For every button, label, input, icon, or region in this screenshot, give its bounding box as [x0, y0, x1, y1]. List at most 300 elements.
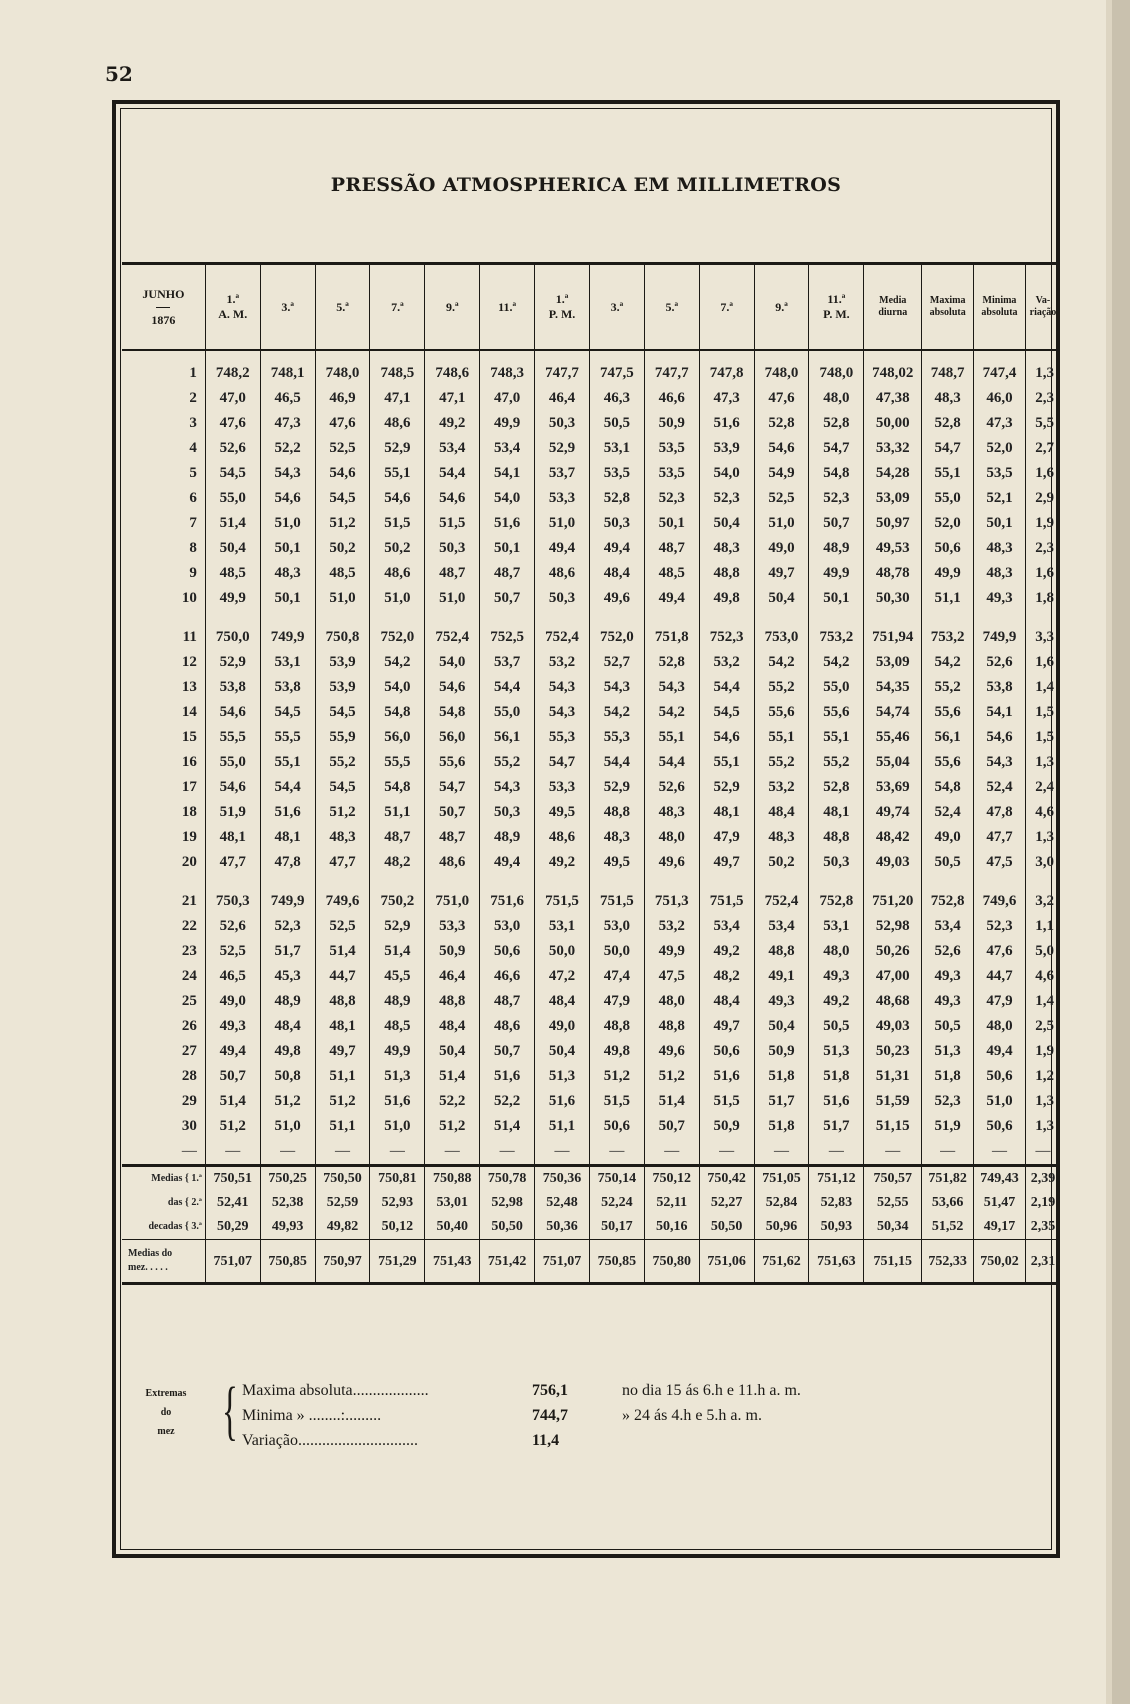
table-cell: 51,5 [699, 1089, 754, 1114]
table-cell: 55,0 [205, 486, 260, 511]
table-cell: 748,0 [809, 350, 864, 386]
table-cell: 51,4 [644, 1089, 699, 1114]
page-edge [1112, 0, 1130, 1704]
table-cell: 50,5 [589, 411, 644, 436]
row-label: 23 [181, 943, 197, 959]
row-label: 7 [189, 515, 197, 531]
row-label: 3 [189, 415, 197, 431]
table-cell: 749,9 [974, 625, 1026, 650]
table-cell: 54,6 [260, 486, 315, 511]
table-cell: 52,3 [260, 914, 315, 939]
table-cell: 54,5 [315, 486, 370, 511]
table-cell: 50,4 [205, 536, 260, 561]
table-cell: 51,6 [260, 800, 315, 825]
table-cell: 49,17 [974, 1215, 1026, 1240]
table-cell: 51,9 [922, 1114, 974, 1139]
table-cell: 48,3 [699, 536, 754, 561]
table-cell: 52,6 [205, 914, 260, 939]
table-cell: 51,0 [315, 586, 370, 611]
table-cell: 54,74 [864, 700, 922, 725]
dash-cell: — [480, 1139, 535, 1166]
table-cell: 55,0 [205, 750, 260, 775]
table-cell: 54,4 [425, 461, 480, 486]
table-cell: 50,6 [922, 536, 974, 561]
table-cell: 49,9 [922, 561, 974, 586]
table-cell: 49,9 [480, 411, 535, 436]
table-cell: 49,7 [699, 1014, 754, 1039]
table-cell: 48,0 [644, 825, 699, 850]
table-cell: 51,2 [315, 1089, 370, 1114]
table-cell: 51,3 [922, 1039, 974, 1064]
table-cell: 54,6 [425, 486, 480, 511]
col-header-5pm: 5.ª [644, 264, 699, 351]
table-cell: 48,9 [260, 989, 315, 1014]
table-row [122, 1064, 1060, 1089]
table-cell: 48,7 [425, 825, 480, 850]
table-cell: 50,17 [589, 1215, 644, 1240]
table-cell: 54,7 [535, 750, 590, 775]
table-cell: 749,6 [315, 889, 370, 914]
table-cell: 50,29 [205, 1215, 260, 1240]
table-cell: 53,01 [425, 1191, 480, 1215]
table-cell: 54,8 [922, 775, 974, 800]
table-cell: 1,3 [1025, 1114, 1060, 1139]
table-cell: 748,2 [205, 350, 260, 386]
table-cell: 54,3 [480, 775, 535, 800]
table-cell: 753,2 [922, 625, 974, 650]
table-cell: 750,97 [315, 1240, 370, 1284]
table-cell: 52,3 [699, 486, 754, 511]
table-cell: 50,3 [535, 586, 590, 611]
table-cell: 49,0 [754, 536, 809, 561]
table-cell: 51,7 [809, 1114, 864, 1139]
table-cell: 47,3 [699, 386, 754, 411]
table-cell: 54,5 [699, 700, 754, 725]
table-cell: 54,3 [644, 675, 699, 700]
table-cell: 48,6 [535, 825, 590, 850]
table-cell: 54,3 [589, 675, 644, 700]
table-cell: 52,6 [644, 775, 699, 800]
table-cell: 1,2 [1025, 1064, 1060, 1089]
table-cell: 49,3 [754, 989, 809, 1014]
table-cell: 750,8 [315, 625, 370, 650]
table-cell: 49,8 [589, 1039, 644, 1064]
table-cell: 52,5 [315, 914, 370, 939]
table-cell: 53,9 [315, 650, 370, 675]
table-cell: 54,3 [260, 461, 315, 486]
table-cell: 49,9 [205, 586, 260, 611]
table-cell: 48,68 [864, 989, 922, 1014]
table-cell: 55,9 [315, 725, 370, 750]
table-cell: 51,6 [535, 1089, 590, 1114]
table-cell: 51,6 [480, 1064, 535, 1089]
table-cell: 48,5 [370, 1014, 425, 1039]
table-cell: 50,7 [644, 1114, 699, 1139]
table-cell: 51,7 [754, 1089, 809, 1114]
table-row [122, 825, 1060, 850]
dash-cell: — [699, 1139, 754, 1166]
extremes-brace: { [222, 1374, 238, 1447]
table-cell: 51,0 [974, 1089, 1026, 1114]
decade-group-label: das [167, 1197, 183, 1208]
table-cell: 49,4 [205, 1039, 260, 1064]
decade-group-label: decadas [148, 1221, 183, 1232]
table-cell: 53,5 [644, 436, 699, 461]
dash-row [122, 1139, 1060, 1166]
table-row [122, 650, 1060, 675]
dash-cell: — [809, 1139, 864, 1166]
table-cell: 48,0 [644, 989, 699, 1014]
table-row [122, 989, 1060, 1014]
table-cell: 53,0 [480, 914, 535, 939]
table-cell: 50,8 [260, 1064, 315, 1089]
table-cell: 48,8 [754, 939, 809, 964]
year-label: 1876 [151, 312, 176, 327]
row-label: 21 [181, 893, 197, 909]
table-cell: 49,82 [315, 1215, 370, 1240]
table-cell: 54,7 [809, 436, 864, 461]
table-cell: 47,6 [205, 411, 260, 436]
table-cell: 52,8 [809, 775, 864, 800]
table-cell: 51,2 [589, 1064, 644, 1089]
table-cell: 50,7 [205, 1064, 260, 1089]
table-cell: 750,78 [480, 1166, 535, 1192]
table-cell: 50,1 [260, 536, 315, 561]
table-cell: 48,0 [809, 386, 864, 411]
table-cell: 52,8 [644, 650, 699, 675]
table-cell: 53,7 [535, 461, 590, 486]
table-cell: 54,28 [864, 461, 922, 486]
table-cell: 750,57 [864, 1166, 922, 1192]
table-cell: 48,4 [699, 989, 754, 1014]
table-cell: 751,62 [754, 1240, 809, 1284]
table-cell: 53,3 [535, 775, 590, 800]
table-cell: 53,7 [480, 650, 535, 675]
table-cell: 53,3 [535, 486, 590, 511]
table-cell: 54,5 [315, 700, 370, 725]
dash-cell: — [535, 1139, 590, 1166]
decade-number: 1.ª [191, 1173, 202, 1184]
col-header-variacao: Va- riação [1025, 264, 1060, 351]
table-cell: 50,4 [699, 511, 754, 536]
table-cell: 49,74 [864, 800, 922, 825]
table-cell: 48,8 [589, 1014, 644, 1039]
table-cell: 48,1 [699, 800, 754, 825]
table-cell: 49,6 [589, 586, 644, 611]
table-cell: 48,7 [425, 561, 480, 586]
table-cell: 51,0 [535, 511, 590, 536]
table-cell: 55,0 [480, 700, 535, 725]
table-cell: 747,7 [644, 350, 699, 386]
table-cell: 48,1 [205, 825, 260, 850]
table-cell: 53,32 [864, 436, 922, 461]
month-rule [156, 307, 170, 308]
decade-mean-row [122, 1215, 1060, 1240]
table-cell: 750,85 [589, 1240, 644, 1284]
table-cell: 52,41 [205, 1191, 260, 1215]
table-cell: 2,5 [1025, 1014, 1060, 1039]
table-cell: 50,3 [589, 511, 644, 536]
table-cell: 54,3 [535, 700, 590, 725]
table-cell: 48,8 [699, 561, 754, 586]
dash-cell: — [754, 1139, 809, 1166]
table-cell: 55,46 [864, 725, 922, 750]
table-cell: 47,7 [315, 850, 370, 875]
table-cell: 52,48 [535, 1191, 590, 1215]
table-cell: 49,4 [535, 536, 590, 561]
row-label: 20 [181, 854, 197, 870]
table-cell: 51,15 [864, 1114, 922, 1139]
table-cell: 750,80 [644, 1240, 699, 1284]
table-cell: 49,0 [922, 825, 974, 850]
table-row [122, 561, 1060, 586]
month-header [122, 264, 205, 351]
table-cell: 49,03 [864, 850, 922, 875]
table-cell: 751,63 [809, 1240, 864, 1284]
table-cell: 54,8 [809, 461, 864, 486]
table-cell: 51,52 [922, 1215, 974, 1240]
table-cell: 52,5 [205, 939, 260, 964]
table-cell: 47,1 [370, 386, 425, 411]
table-cell: 55,2 [754, 675, 809, 700]
table-cell: 52,2 [480, 1089, 535, 1114]
table-cell: 2,3 [1025, 386, 1060, 411]
table-cell: 55,1 [644, 725, 699, 750]
table-cell: 50,4 [535, 1039, 590, 1064]
col-header-1pm: 1.ª P. M. [535, 264, 590, 351]
table-cell: 55,6 [922, 700, 974, 725]
table-cell: 51,31 [864, 1064, 922, 1089]
table-cell: 46,4 [535, 386, 590, 411]
col-header-5am: 5.ª [315, 264, 370, 351]
table-cell: 55,2 [809, 750, 864, 775]
table-cell: 49,0 [535, 1014, 590, 1039]
table-cell: 51,3 [535, 1064, 590, 1089]
decade-label: das { 2.ª [167, 1197, 202, 1208]
table-cell: 53,09 [864, 650, 922, 675]
table-cell: 52,4 [922, 800, 974, 825]
table-row [122, 586, 1060, 611]
table-cell: 52,3 [644, 486, 699, 511]
row-label: 28 [181, 1068, 197, 1084]
table-cell: 51,4 [205, 511, 260, 536]
table-cell: 55,5 [260, 725, 315, 750]
table-cell: 49,7 [754, 561, 809, 586]
table-cell: 50,7 [480, 586, 535, 611]
table-cell: 47,00 [864, 964, 922, 989]
table-cell: 751,12 [809, 1166, 864, 1192]
decade-mean-row [122, 1191, 1060, 1215]
table-cell: 48,3 [589, 825, 644, 850]
table-cell: 747,7 [535, 350, 590, 386]
table-cell: 53,1 [589, 436, 644, 461]
extremes-label: Extremas do mez [145, 1388, 187, 1437]
decade-label: Medias { 1.ª [122, 1166, 205, 1192]
table-cell: 56,0 [425, 725, 480, 750]
table-cell: 49,7 [699, 850, 754, 875]
table-cell: 52,0 [974, 436, 1026, 461]
table-cell: 49,5 [589, 850, 644, 875]
table-cell: 49,5 [535, 800, 590, 825]
table-cell: 51,6 [480, 511, 535, 536]
table-cell: 47,8 [974, 800, 1026, 825]
row-label: 9 [189, 565, 197, 581]
table-row [122, 536, 1060, 561]
table-cell: 50,3 [425, 536, 480, 561]
table-cell: 52,9 [205, 650, 260, 675]
table-cell: 52,5 [754, 486, 809, 511]
table-cell: 751,8 [644, 625, 699, 650]
table-cell: 752,0 [370, 625, 425, 650]
table-cell: 752,4 [754, 889, 809, 914]
table-cell: 53,4 [699, 914, 754, 939]
table-cell: 50,3 [809, 850, 864, 875]
table-cell: 47,6 [315, 411, 370, 436]
table-cell: 54,5 [260, 700, 315, 725]
table-cell: 51,0 [260, 511, 315, 536]
table-cell: 49,3 [205, 1014, 260, 1039]
table-cell: 50,4 [754, 1014, 809, 1039]
row-label: 4 [189, 440, 197, 456]
table-cell: 48,7 [370, 825, 425, 850]
table-cell: 751,06 [699, 1240, 754, 1284]
row-label: 19 [181, 829, 197, 845]
table-cell: 51,2 [260, 1089, 315, 1114]
table-cell: 50,3 [535, 411, 590, 436]
table-cell: 49,3 [922, 989, 974, 1014]
table-cell: 53,2 [644, 914, 699, 939]
dash-cell: — [1025, 1139, 1060, 1166]
table-cell: 50,36 [535, 1215, 590, 1240]
col-header-minima: Minima absoluta [974, 264, 1026, 351]
row-label: 13 [181, 679, 197, 695]
table-cell: 49,3 [809, 964, 864, 989]
dash-cell: — [370, 1139, 425, 1166]
table-cell: 53,5 [644, 461, 699, 486]
decade-label: decadas { 3.ª [148, 1221, 202, 1232]
table-cell: 48,7 [480, 561, 535, 586]
table-cell: 52,11 [644, 1191, 699, 1215]
table-cell: 48,5 [315, 561, 370, 586]
table-cell: 51,47 [974, 1191, 1026, 1215]
table-cell: 52,6 [205, 436, 260, 461]
table-cell: 50,5 [922, 850, 974, 875]
table-cell: 52,9 [370, 914, 425, 939]
table-cell: 750,42 [699, 1166, 754, 1192]
dash-cell: — [864, 1139, 922, 1166]
table-cell: 748,1 [260, 350, 315, 386]
table-cell: 53,09 [864, 486, 922, 511]
table-cell: 54,0 [370, 675, 425, 700]
table-cell: 56,1 [480, 725, 535, 750]
table-cell: 51,1 [922, 586, 974, 611]
table-cell: 51,2 [425, 1114, 480, 1139]
col-header-3pm: 3.ª [589, 264, 644, 351]
table-cell: 52,6 [922, 939, 974, 964]
table-cell: 51,0 [370, 1114, 425, 1139]
table-cell: 47,3 [974, 411, 1026, 436]
table-cell: 49,2 [809, 989, 864, 1014]
table-cell: 50,7 [480, 1039, 535, 1064]
table-cell: 1,4 [1025, 675, 1060, 700]
table-row [122, 750, 1060, 775]
table-cell: 750,25 [260, 1166, 315, 1192]
table-cell: 751,07 [205, 1240, 260, 1284]
table-row [122, 964, 1060, 989]
table-cell: 47,2 [535, 964, 590, 989]
table-cell: 52,8 [589, 486, 644, 511]
table-row [122, 386, 1060, 411]
decade-number: 3.ª [191, 1221, 202, 1232]
table-cell: 55,3 [535, 725, 590, 750]
table-cell: 51,5 [370, 511, 425, 536]
table-cell: 50,12 [370, 1215, 425, 1240]
table-cell: 48,1 [260, 825, 315, 850]
table-cell: 48,8 [425, 989, 480, 1014]
table-cell: 48,78 [864, 561, 922, 586]
col-header-media: Media diurna [864, 264, 922, 351]
table-cell: 750,02 [974, 1240, 1026, 1284]
table-cell: 750,51 [205, 1166, 260, 1192]
table-cell: 49,3 [974, 586, 1026, 611]
table-cell: 750,81 [370, 1166, 425, 1192]
table-cell: 55,2 [480, 750, 535, 775]
table-row [122, 436, 1060, 461]
table-cell: 49,6 [644, 850, 699, 875]
row-label: 24 [181, 968, 197, 984]
table-cell: 751,15 [864, 1240, 922, 1284]
table-cell: 53,9 [699, 436, 754, 461]
table-cell: 45,3 [260, 964, 315, 989]
table-cell: 55,6 [922, 750, 974, 775]
col-header-9am: 9.ª [425, 264, 480, 351]
table-cell: 49,9 [644, 939, 699, 964]
table-cell: 750,14 [589, 1166, 644, 1192]
table-cell: 50,1 [809, 586, 864, 611]
table-cell: 52,8 [809, 411, 864, 436]
table-cell: 54,2 [809, 650, 864, 675]
table-cell: 53,2 [754, 775, 809, 800]
row-label: 26 [181, 1018, 197, 1034]
table-cell: 51,0 [370, 586, 425, 611]
table-cell: 51,5 [425, 511, 480, 536]
table-cell: 51,6 [809, 1089, 864, 1114]
table-cell: 53,9 [315, 675, 370, 700]
row-label: 14 [181, 704, 197, 720]
table-cell: 50,40 [425, 1215, 480, 1240]
table-cell: 748,0 [315, 350, 370, 386]
col-header-9pm: 9.ª [754, 264, 809, 351]
table-cell: 749,9 [260, 889, 315, 914]
table-cell: 52,27 [699, 1191, 754, 1215]
table-cell: 48,3 [260, 561, 315, 586]
table-cell: 55,1 [922, 461, 974, 486]
col-header-7am: 7.ª [370, 264, 425, 351]
table-cell: 2,9 [1025, 486, 1060, 511]
table-cell: 53,2 [535, 650, 590, 675]
table-cell: 54,6 [205, 700, 260, 725]
table-cell: 52,38 [260, 1191, 315, 1215]
table-cell: 747,5 [589, 350, 644, 386]
table-cell: 2,4 [1025, 775, 1060, 800]
table-cell: 48,4 [260, 1014, 315, 1039]
table-cell: 5,0 [1025, 939, 1060, 964]
table-cell: 44,7 [315, 964, 370, 989]
extreme-min-row: Minima » ........:......... 744,7 » 24 ás 4.h e 5.h a. m. [242, 1407, 762, 1424]
table-cell: 50,1 [480, 536, 535, 561]
table-cell: 49,7 [315, 1039, 370, 1064]
table-cell: 53,69 [864, 775, 922, 800]
